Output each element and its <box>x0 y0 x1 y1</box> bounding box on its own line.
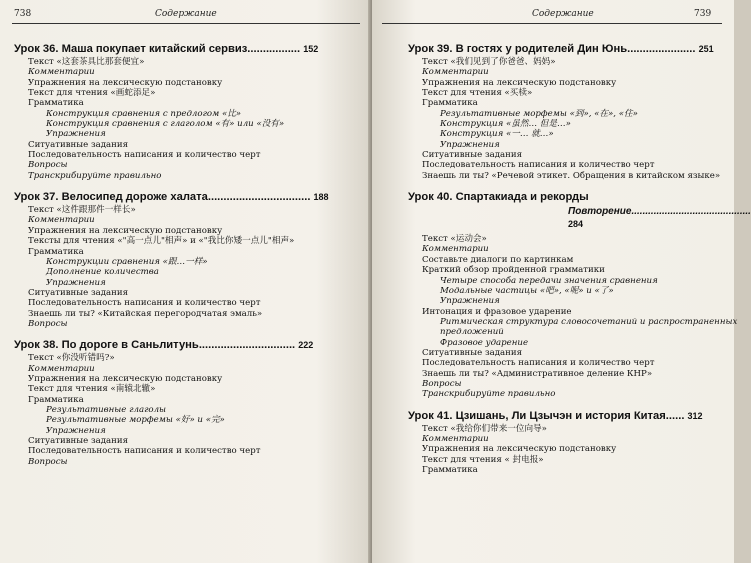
toc-item: Четыре способа передачи значения сравнения <box>440 275 658 286</box>
toc-item: Текст «我们见到了你爸爸、妈妈» <box>422 57 556 67</box>
left-toc <box>14 42 364 467</box>
toc-item: Краткий обзор пройденной грамматики <box>422 265 605 276</box>
lesson-subtitle: Повторение <box>568 206 632 218</box>
toc-item: Фразовое ударение <box>440 337 529 348</box>
toc-item: Ситуативные задания <box>422 150 523 161</box>
toc-item: Упражнения <box>440 139 500 150</box>
toc-item: Интонация и фразовое ударение <box>422 306 572 317</box>
toc-item: Грамматика <box>422 465 478 475</box>
toc-item: Результативные морфемы «好» и «完» <box>46 415 225 426</box>
lesson-page: 251 <box>698 44 714 54</box>
toc-item: предложений <box>440 327 504 338</box>
lesson-title-line[interactable]: Урок 38. По дороге в Саньлитунь............................... 222 <box>14 339 314 352</box>
toc-item: Грамматика <box>28 246 84 257</box>
toc-item: Результативные морфемы «到», «在», «住» <box>440 108 638 119</box>
lesson-page: 284 <box>568 219 584 230</box>
left-header-rule <box>12 23 360 24</box>
toc-item: Грамматика <box>28 394 84 405</box>
toc-lesson <box>408 190 751 400</box>
toc-item: Конструкция сравнения с глаголом «有» или «没有» <box>46 119 285 130</box>
toc-lesson <box>408 409 728 476</box>
lesson-title-line[interactable]: Урок 37. Велосипед дороже халата................................. 188 <box>14 191 329 204</box>
toc-item: Текст «运动会» <box>422 234 487 245</box>
left-running-header: Содержание <box>155 9 217 19</box>
right-page <box>372 0 751 563</box>
toc-item: Комментарии <box>28 363 95 374</box>
right-toc <box>408 42 751 475</box>
left-page <box>0 0 372 563</box>
toc-item: Вопросы <box>28 160 68 171</box>
toc-item: Текст «我给你们带来一位向导» <box>422 423 547 434</box>
lesson-page: 152 <box>303 44 319 54</box>
toc-item: Упражнения на лексическую подстановку <box>28 373 223 384</box>
toc-item: Ситуативные задания <box>28 139 129 150</box>
toc-lesson <box>14 42 364 181</box>
lesson-title-line[interactable]: Урок 39. В гостях у родителей Дин Юнь...................... 251 <box>408 43 714 55</box>
toc-item: Ситуативные задания <box>28 287 129 298</box>
lesson-page: 222 <box>298 340 314 351</box>
lesson-title: Урок 41. Цзишань, Ли Цзычэн и история Китая <box>408 409 666 422</box>
toc-item: Модальные частицы «吧», «呢» и «了» <box>440 285 614 296</box>
toc-item: Упражнения на лексическую подстановку <box>28 77 223 88</box>
toc-lesson <box>14 190 364 329</box>
toc-item: Ситуативные задания <box>28 436 129 446</box>
toc-item: Комментарии <box>28 215 95 226</box>
toc-item: Последовательность написания и количество черт <box>28 150 261 161</box>
toc-item: Текст для чтения «画蛇添足» <box>28 88 156 99</box>
lesson-title-line[interactable]: Урок 41. Цзишань, Ли Цзычэн и история Китая...... 312 <box>408 409 703 422</box>
toc-item: Текст для чтения «南辕北辙» <box>28 384 156 395</box>
toc-item: Конструкция сравнения с предлогом «比» <box>46 108 242 119</box>
toc-item: Конструкция «虽然… 但是…» <box>440 119 571 130</box>
toc-item: Текст для чтения « 封电报» <box>422 454 544 465</box>
right-running-header: Содержание <box>532 9 594 19</box>
toc-item: Знаешь ли ты? «Административное деление КНР» <box>422 368 653 379</box>
left-page-number: 738 <box>14 9 32 19</box>
toc-item: Знаешь ли ты? «Китайская перегородчатая эмаль» <box>28 308 263 319</box>
toc-item: Комментарии <box>28 67 95 78</box>
toc-item: Упражнения на лексическую подстановку <box>28 225 223 236</box>
toc-item: Грамматика <box>28 98 84 109</box>
toc-item: Вопросы <box>28 456 68 467</box>
toc-item: Последовательность написания и количество черт <box>422 358 655 369</box>
lesson-title: Урок 36. Маша покупает китайский сервиз <box>14 43 248 55</box>
right-header-rule <box>382 23 722 24</box>
lesson-title-line[interactable] <box>408 190 728 204</box>
toc-item: Упражнения <box>46 129 106 140</box>
toc-item: Текст «这套茶具比那套便宜» <box>28 57 145 67</box>
toc-item: Комментарии <box>422 244 489 255</box>
lesson-page: 312 <box>687 410 703 421</box>
toc-item: Текст «你没听错吗?» <box>28 353 115 364</box>
right-page-number: 739 <box>694 9 712 19</box>
toc-item: Упражнения на лексическую подстановку <box>422 77 617 88</box>
toc-item: Вопросы <box>422 378 462 389</box>
toc-item: Последовательность написания и количество черт <box>28 298 261 309</box>
toc-item: Последовательность написания и количество черт <box>28 446 261 457</box>
toc-item: Ситуативные задания <box>422 347 523 358</box>
toc-item: Упражнения <box>440 296 500 307</box>
toc-item: Текст для чтения «买椟» <box>422 88 533 99</box>
lesson-title: Урок 39. В гостях у родителей Дин Юнь <box>408 43 628 55</box>
toc-item: Упражнения на лексическую подстановку <box>422 444 617 455</box>
lesson-subtitle-line[interactable]: Повторение........................................... 284 <box>568 206 751 230</box>
toc-item: Знаешь ли ты? «Речевой этикет. Обращения в китайском языке» <box>422 170 721 181</box>
lesson-title-line[interactable]: Урок 36. Маша покупает китайский сервиз................. 152 <box>14 43 319 55</box>
toc-lesson <box>408 42 728 181</box>
toc-item: Транскрибируйте правильно <box>28 170 162 181</box>
lesson-title: Урок 37. Велосипед дороже халата <box>14 191 208 204</box>
toc-item: Составьте диалоги по картинкам <box>422 254 574 265</box>
toc-item: Результативные глаголы <box>46 404 167 415</box>
lesson-title: Урок 38. По дороге в Саньлитунь <box>14 339 199 352</box>
toc-item: Текст «这件跟那件一样长» <box>28 205 136 216</box>
toc-item: Конструкция «一… 就…» <box>440 129 554 140</box>
toc-item: Упражнения <box>46 425 106 436</box>
toc-item: Транскрибируйте правильно <box>422 389 556 400</box>
lesson-title: Урок 40. Спартакиада и рекорды <box>408 191 589 204</box>
toc-item: Тексты для чтения «"高一点儿"相声» и «"我比你矮一点儿"相声» <box>28 236 295 247</box>
toc-item: Грамматика <box>422 98 478 109</box>
toc-item: Дополнение количества <box>46 267 159 278</box>
toc-item: Комментарии <box>422 67 489 78</box>
toc-item: Упражнения <box>46 277 106 288</box>
toc-item: Конструкции сравнения «跟…一样» <box>46 256 208 267</box>
toc-item: Вопросы <box>28 318 68 329</box>
lesson-page: 188 <box>313 192 329 203</box>
toc-item: Комментарии <box>422 433 489 444</box>
toc-item: Последовательность написания и количество черт <box>422 160 655 171</box>
toc-item: Ритмическая структура словосочетаний и распространенных <box>440 316 738 327</box>
toc-lesson <box>14 338 364 467</box>
